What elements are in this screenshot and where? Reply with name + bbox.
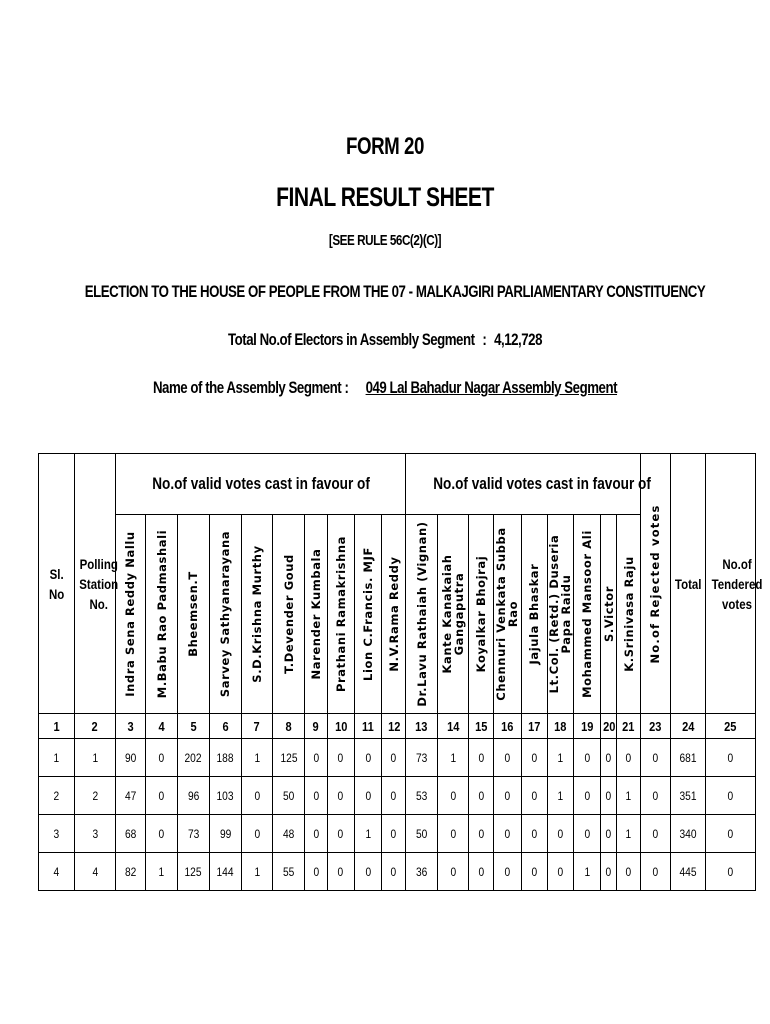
table-cell: 50	[406, 815, 437, 853]
table-cell: 99	[209, 815, 241, 853]
table-cell: 0	[469, 853, 494, 891]
candidate-header-6: T.Devender Goud	[273, 515, 305, 714]
table-cell: 0	[327, 777, 354, 815]
table-cell: 0	[382, 815, 406, 853]
table-cell: 0	[521, 815, 547, 853]
table-cell: 0	[573, 777, 600, 815]
column-number-row	[39, 714, 756, 739]
table-cell: 340	[670, 815, 705, 853]
column-number-cell: 9	[305, 714, 327, 739]
table-cell: 0	[640, 853, 670, 891]
candidate-header-13: Koyalkar Bhojraj	[469, 515, 494, 714]
col-rejected-header: No.of Rejected votes	[640, 454, 670, 714]
table-cell: 0	[241, 815, 272, 853]
table-cell: 0	[382, 853, 406, 891]
table-cell: 0	[573, 739, 600, 777]
table-cell: 0	[521, 739, 547, 777]
table-cell: 0	[437, 853, 468, 891]
result-table	[38, 453, 763, 891]
table-cell: 0	[640, 777, 670, 815]
table-cell: 68	[115, 815, 145, 853]
table-cell: 73	[178, 815, 209, 853]
table-cell: 0	[354, 739, 381, 777]
candidate-header-12: Kante Kanakaiah Gangaputra	[437, 515, 468, 714]
segment-line	[85, 378, 686, 398]
table-cell: 0	[521, 777, 547, 815]
table-cell: 0	[305, 739, 327, 777]
table-cell: 1	[437, 739, 468, 777]
table-cell: 1	[146, 853, 178, 891]
table-cell: 125	[273, 739, 305, 777]
table-cell: 445	[670, 853, 705, 891]
table-cell: 0	[437, 815, 468, 853]
table-cell: 0	[241, 777, 272, 815]
group-header-row	[39, 454, 756, 515]
table-cell: 0	[327, 739, 354, 777]
table-cell: 4	[75, 853, 115, 891]
table-cell: 0	[305, 815, 327, 853]
table-cell: 0	[706, 739, 756, 777]
table-cell: 0	[601, 777, 617, 815]
table-row	[39, 739, 756, 777]
table-cell: 0	[305, 853, 327, 891]
table-cell: 0	[601, 815, 617, 853]
table-cell: 1	[573, 853, 600, 891]
election-title: ELECTION TO THE HOUSE OF PEOPLE FROM THE 07 - MALKAJGIRI PARLIAMENTARY CONSTITUENCY	[84, 282, 706, 301]
column-number-cell: 18	[547, 714, 573, 739]
electors-separator: :	[482, 330, 487, 349]
table-cell: 0	[146, 739, 178, 777]
column-number-cell: 15	[469, 714, 494, 739]
column-number-cell: 8	[273, 714, 305, 739]
table-cell: 0	[640, 815, 670, 853]
table-row	[39, 815, 756, 853]
column-number-cell: 24	[670, 714, 705, 739]
table-cell: 144	[209, 853, 241, 891]
column-number-cell: 23	[640, 714, 670, 739]
table-cell: 0	[547, 815, 573, 853]
candidate-header-15: Jajula Bhaskar	[521, 515, 547, 714]
table-cell: 1	[354, 815, 381, 853]
col-polling-header: Polling Station No.	[75, 454, 115, 714]
candidate-header-19: K.Srinivasa Raju	[617, 515, 640, 714]
table-cell: 0	[640, 739, 670, 777]
table-cell: 0	[327, 853, 354, 891]
column-number-cell: 19	[573, 714, 600, 739]
table-cell: 103	[209, 777, 241, 815]
table-cell: 0	[706, 853, 756, 891]
table-cell: 1	[241, 853, 272, 891]
column-number-cell: 5	[178, 714, 209, 739]
table-cell: 0	[706, 777, 756, 815]
candidate-header-9: Lion C.Francis. MJF	[354, 515, 381, 714]
candidate-header-18: S.Victor	[601, 515, 617, 714]
electors-line	[85, 330, 686, 350]
table-cell: 73	[406, 739, 437, 777]
column-number-cell: 7	[241, 714, 272, 739]
candidate-header-10: N.V.Rama Reddy	[382, 515, 406, 714]
group-header-2: No.of valid votes cast in favour of	[406, 454, 640, 515]
column-number-cell: 4	[146, 714, 178, 739]
table-cell: 1	[547, 777, 573, 815]
column-number-cell: 3	[115, 714, 145, 739]
table-cell: 90	[115, 739, 145, 777]
table-cell: 0	[382, 739, 406, 777]
column-number-cell: 1	[39, 714, 75, 739]
column-number-cell: 13	[406, 714, 437, 739]
segment-label: Name of the Assembly Segment :	[152, 378, 349, 397]
candidate-header-8: Prathani Ramakrishna	[327, 515, 354, 714]
table-row	[39, 777, 756, 815]
column-number-cell: 14	[437, 714, 468, 739]
table-cell: 50	[273, 777, 305, 815]
column-number-cell: 20	[601, 714, 617, 739]
column-number-cell: 10	[327, 714, 354, 739]
table-cell: 0	[617, 739, 640, 777]
table-cell: 0	[469, 815, 494, 853]
table-cell: 188	[209, 739, 241, 777]
table-cell: 0	[146, 815, 178, 853]
table-cell: 0	[305, 777, 327, 815]
group-header-1: No.of valid votes cast in favour of	[115, 454, 406, 515]
table-cell: 125	[178, 853, 209, 891]
candidate-header-3: Bheemsen.T	[178, 515, 209, 714]
table-cell: 2	[39, 777, 75, 815]
table-cell: 0	[573, 815, 600, 853]
table-cell: 2	[75, 777, 115, 815]
table-cell: 0	[146, 777, 178, 815]
candidate-header-14: Chennuri Venkata Subba Rao	[494, 515, 521, 714]
table-cell: 0	[706, 815, 756, 853]
table-cell: 1	[617, 815, 640, 853]
table-cell: 0	[494, 853, 521, 891]
candidate-header-4: Sarvey Sathyanarayana	[209, 515, 241, 714]
table-cell: 0	[494, 815, 521, 853]
table-cell: 4	[39, 853, 75, 891]
electors-label: Total No.of Electors in Assembly Segment	[228, 330, 475, 349]
table-cell: 55	[273, 853, 305, 891]
table-cell: 36	[406, 853, 437, 891]
column-number-cell: 2	[75, 714, 115, 739]
column-number-cell: 11	[354, 714, 381, 739]
table-cell: 0	[601, 739, 617, 777]
table-cell: 1	[75, 739, 115, 777]
table-cell: 0	[469, 739, 494, 777]
segment-name: 049 Lal Bahadur Nagar Assembly Segment	[365, 378, 618, 397]
col-tendered-header: No.of Tendered votes	[706, 454, 756, 714]
table-cell: 48	[273, 815, 305, 853]
table-cell: 96	[178, 777, 209, 815]
table-cell: 3	[39, 815, 75, 853]
candidate-header-2: M.Babu Rao Padmashali	[146, 515, 178, 714]
table-cell: 0	[354, 853, 381, 891]
col-slno-header: Sl. No	[39, 454, 75, 714]
column-number-cell: 16	[494, 714, 521, 739]
candidate-header-5: S.D.Krishna Murthy	[241, 515, 272, 714]
table-cell: 0	[327, 815, 354, 853]
table-cell: 47	[115, 777, 145, 815]
table-cell: 0	[354, 777, 381, 815]
column-number-cell: 25	[706, 714, 756, 739]
table-cell: 0	[469, 777, 494, 815]
sheet-title: FINAL RESULT SHEET	[276, 182, 494, 212]
table-cell: 1	[241, 739, 272, 777]
column-number-cell: 12	[382, 714, 406, 739]
candidate-header-7: Narender Kumbala	[305, 515, 327, 714]
electors-value: 4,12,728	[494, 330, 542, 349]
rule-reference: [SEE RULE 56C(2)(C)]	[328, 232, 442, 249]
table-cell: 351	[670, 777, 705, 815]
candidate-header-17: Mohammed Mansoor Ali	[573, 515, 600, 714]
table-cell: 1	[617, 777, 640, 815]
table-cell: 0	[494, 777, 521, 815]
table-cell: 82	[115, 853, 145, 891]
table-cell: 202	[178, 739, 209, 777]
candidate-header-16: Lt.Col. (Retd.) Duseria Papa Raidu	[547, 515, 573, 714]
col-total-header: Total	[670, 454, 705, 714]
form-number: FORM 20	[346, 133, 424, 160]
table-cell: 0	[521, 853, 547, 891]
candidate-header-1: Indra Sena Reddy Nallu	[115, 515, 145, 714]
table-cell: 0	[547, 853, 573, 891]
table-cell: 681	[670, 739, 705, 777]
table-cell: 0	[617, 853, 640, 891]
table-row	[39, 853, 756, 891]
table-cell: 3	[75, 815, 115, 853]
table-cell: 0	[382, 777, 406, 815]
column-number-cell: 17	[521, 714, 547, 739]
table-cell: 0	[437, 777, 468, 815]
table-cell: 53	[406, 777, 437, 815]
column-number-cell: 6	[209, 714, 241, 739]
table-cell: 1	[39, 739, 75, 777]
table-cell: 0	[601, 853, 617, 891]
candidate-header-11: Dr.Lavu Rathaiah (Vignan)	[406, 515, 437, 714]
table-cell: 1	[547, 739, 573, 777]
column-number-cell: 21	[617, 714, 640, 739]
table-cell: 0	[494, 739, 521, 777]
